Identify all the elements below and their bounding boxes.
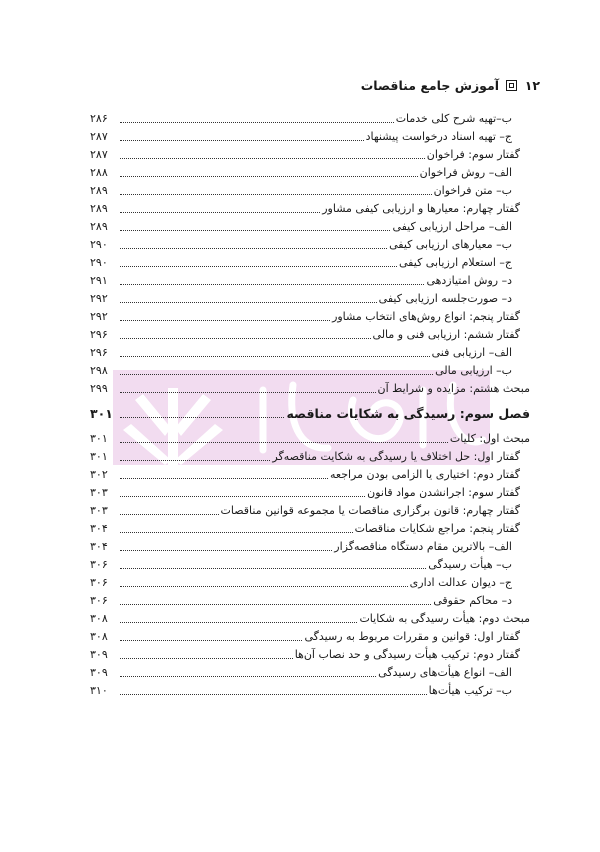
dot-leader: [120, 176, 418, 177]
toc-row: [90, 146, 530, 164]
toc-entry-title: الف– انواع هیأت‌های رسیدگی: [378, 666, 512, 679]
dot-leader: [120, 248, 387, 249]
toc-row: [90, 272, 530, 290]
toc-row: [90, 182, 530, 200]
dot-leader: [120, 550, 332, 551]
toc-page-number: ۲۹۲: [90, 292, 108, 305]
dot-leader: [120, 230, 390, 231]
toc-page-number: ۳۰۱: [90, 450, 108, 463]
toc-page-number: ۳۰۳: [90, 486, 108, 499]
toc-page-number: ۲۹۶: [90, 346, 108, 359]
toc-page-number: ۳۰۸: [90, 612, 108, 625]
toc-page-number: ۳۰۱: [90, 432, 108, 445]
toc-entry-title: الف– مراحل ارزیابی کیفی: [392, 220, 512, 233]
dot-leader: [120, 266, 397, 267]
toc-row: [90, 484, 530, 502]
toc-row: [90, 218, 530, 236]
toc-row: [90, 362, 530, 380]
toc-row: [90, 326, 530, 344]
toc-page-number: ۲۸۹: [90, 184, 108, 197]
dot-leader: [120, 140, 364, 141]
book-title: آموزش جامع مناقصات: [360, 78, 500, 93]
toc-entry-title: ب– ترکیب هیأت‌ها: [428, 684, 512, 697]
toc-row: [90, 236, 530, 254]
toc-page-number: ۳۰۹: [90, 648, 108, 661]
toc-page-number: ۲۸۹: [90, 220, 108, 233]
dot-leader: [120, 640, 302, 641]
toc-entry-title: ب– معیارهای ارزیابی کیفی: [389, 238, 512, 251]
toc-chapter-row: [90, 402, 530, 426]
dot-leader: [120, 320, 330, 321]
toc-entry-title: مبحث دوم: هیأت رسیدگی به شکایات: [359, 612, 530, 625]
toc-entry-title: ج– تهیه اسناد درخواست پیشنهاد: [365, 130, 512, 143]
toc-entry-title: فصل سوم: رسیدگی به شکایات مناقصه: [286, 406, 530, 421]
toc-entry-title: ب– ارزیابی مالی: [435, 364, 512, 377]
toc-page-number: ۲۹۹: [90, 382, 108, 395]
dot-leader: [120, 122, 394, 123]
square-box-icon: [506, 80, 517, 91]
toc-row: [90, 556, 530, 574]
toc-page-number: ۳۰۸: [90, 630, 108, 643]
toc-row: [90, 466, 530, 484]
toc-row: [90, 664, 530, 682]
page-number: ۱۲: [524, 78, 540, 93]
toc-row: [90, 448, 530, 466]
toc-page-number: ۲۸۸: [90, 166, 108, 179]
toc-entry-title: گفتار اول: حل اختلاف یا رسیدگی به شکایت مناقصه‌گر: [272, 450, 520, 463]
toc-entry-title: د– صورت‌جلسه ارزیابی کیفی: [378, 292, 512, 305]
dot-leader: [120, 532, 353, 533]
toc-row: [90, 380, 530, 398]
dot-leader: [120, 694, 427, 695]
toc-page-number: ۲۹۱: [90, 274, 108, 287]
toc-entry-title: گفتار دوم: اختیاری یا الزامی بودن مراجعه: [329, 468, 520, 481]
dot-leader: [120, 417, 284, 418]
toc-entry-title: الف– روش فراخوان: [419, 166, 512, 179]
dot-leader: [120, 676, 376, 677]
page-header: [361, 78, 540, 93]
dot-leader: [120, 586, 408, 587]
toc-page-number: ۳۰۶: [90, 594, 108, 607]
toc-row: [90, 164, 530, 182]
toc-row: [90, 520, 530, 538]
toc-page-number: ۳۰۳: [90, 504, 108, 517]
toc-entry-title: گفتار سوم: فراخوان: [426, 148, 520, 161]
toc-page-number: ۳۰۴: [90, 540, 108, 553]
toc-entry-title: گفتار پنجم: مراجع شکایات مناقصات: [354, 522, 520, 535]
toc-row: [90, 538, 530, 556]
toc-page-number: ۳۰۴: [90, 522, 108, 535]
toc-page-number: ۲۸۷: [90, 130, 108, 143]
toc-entry-title: گفتار پنجم: انواع روش‌های انتخاب مشاور: [332, 310, 520, 323]
toc-row: [90, 128, 530, 146]
dot-leader: [120, 460, 270, 461]
toc-row: [90, 344, 530, 362]
toc-entry-title: ب– هیأت رسیدگی: [428, 558, 512, 571]
toc-page-number: ۳۰۲: [90, 468, 108, 481]
dot-leader: [120, 212, 320, 213]
dot-leader: [120, 338, 371, 339]
toc-row: [90, 502, 530, 520]
toc-row: [90, 430, 530, 448]
toc-page-number: ۲۹۰: [90, 238, 108, 251]
toc-row: [90, 574, 530, 592]
dot-leader: [120, 442, 448, 443]
toc-row: [90, 290, 530, 308]
toc-page-number: ۳۰۶: [90, 558, 108, 571]
dot-leader: [120, 374, 433, 375]
dot-leader: [120, 496, 365, 497]
toc-page-number: ۲۸۹: [90, 202, 108, 215]
toc-page-number: ۲۹۲: [90, 310, 108, 323]
toc-row: [90, 592, 530, 610]
toc-page-number: ۲۹۸: [90, 364, 108, 377]
dot-leader: [120, 302, 377, 303]
toc-entry-title: گفتار اول: قوانین و مقررات مربوط به رسیدگی: [304, 630, 520, 643]
toc-page-number: ۲۹۶: [90, 328, 108, 341]
dot-leader: [120, 284, 424, 285]
dot-leader: [120, 568, 426, 569]
toc-row: [90, 254, 530, 272]
toc-entry-title: گفتار ششم: ارزیابی فنی و مالی: [372, 328, 520, 341]
toc-entry-title: الف– بالاترین مقام دستگاه مناقصه‌گزار: [334, 540, 512, 553]
toc-page-number: ۲۹۰: [90, 256, 108, 269]
toc-entry-title: گفتار چهارم: معیارها و ارزیابی کیفی مشاور: [322, 202, 520, 215]
toc-page-number: ۳۰۱: [90, 406, 113, 421]
dot-leader: [120, 604, 431, 605]
dot-leader: [120, 356, 430, 357]
toc-row: [90, 110, 530, 128]
table-of-contents: [90, 110, 530, 700]
toc-entry-title: د– محاکم حقوقی: [433, 594, 512, 607]
toc-row: [90, 610, 530, 628]
dot-leader: [120, 158, 425, 159]
toc-row: [90, 646, 530, 664]
toc-entry-title: ب– متن فراخوان: [433, 184, 512, 197]
toc-page-number: ۳۰۹: [90, 666, 108, 679]
toc-page-number: ۳۱۰: [90, 684, 108, 697]
toc-page-number: ۲۸۶: [90, 112, 108, 125]
toc-entry-title: ج– دیوان عدالت اداری: [409, 576, 512, 589]
toc-entry-title: گفتار سوم: اجرانشدن مواد قانون: [367, 486, 520, 499]
dot-leader: [120, 658, 293, 659]
toc-entry-title: ج– استعلام ارزیابی کیفی: [399, 256, 512, 269]
toc-entry-title: الف– ارزیابی فنی: [431, 346, 512, 359]
toc-row: [90, 200, 530, 218]
toc-entry-title: د– روش امتیازدهی: [426, 274, 512, 287]
dot-leader: [120, 622, 357, 623]
toc-entry-title: مبحث هشتم: مزایده و شرایط آن: [377, 382, 530, 395]
toc-entry-title: مبحث اول: کلیات: [449, 432, 530, 445]
toc-entry-title: گفتار چهارم: قانون برگزاری مناقصات یا مجموعه قوانین مناقصات: [220, 504, 520, 517]
dot-leader: [120, 478, 328, 479]
dot-leader: [120, 392, 376, 393]
toc-entry-title: ب–تهیه شرح کلی خدمات: [395, 112, 512, 125]
dot-leader: [120, 194, 432, 195]
toc-row: [90, 308, 530, 326]
toc-page-number: ۲۸۷: [90, 148, 108, 161]
dot-leader: [120, 514, 219, 515]
toc-row: [90, 682, 530, 700]
toc-page-number: ۳۰۶: [90, 576, 108, 589]
toc-entry-title: گفتار دوم: ترکیب هیأت رسیدگی و حد نصاب آن‌ها: [294, 648, 520, 661]
toc-row: [90, 628, 530, 646]
